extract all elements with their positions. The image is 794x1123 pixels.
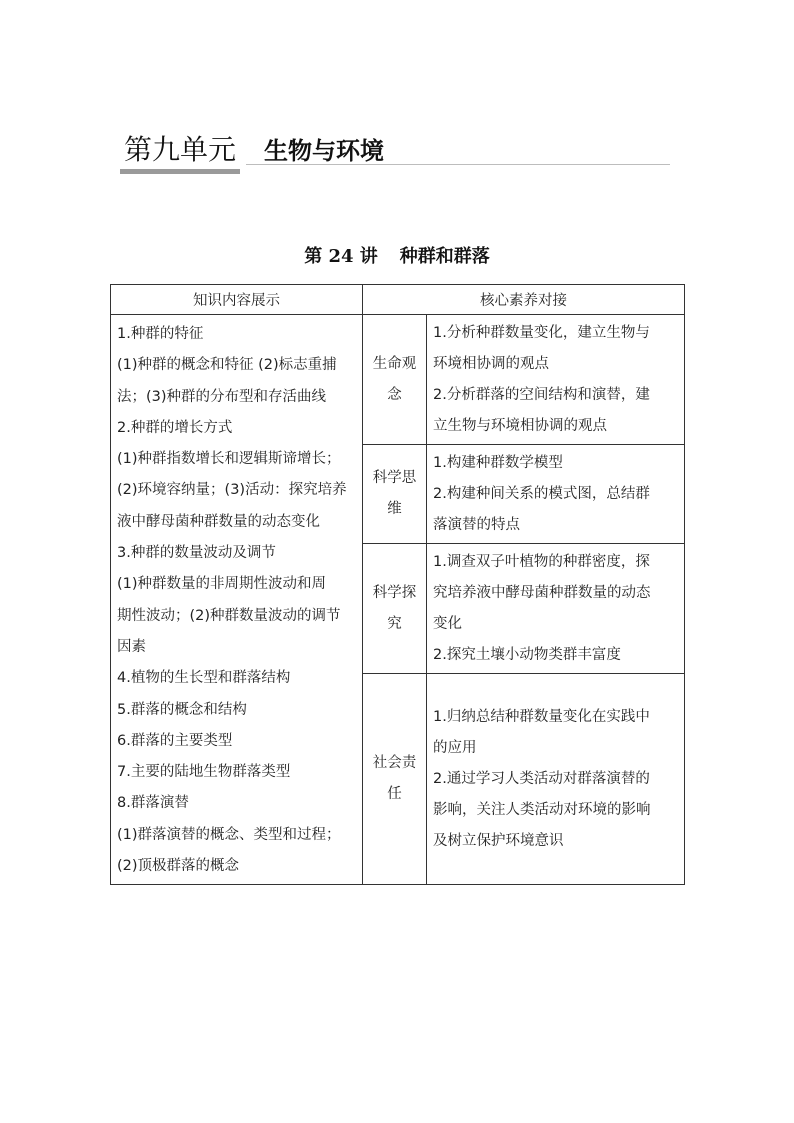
knowledge-line: 7.主要的陆地生物群落类型 xyxy=(117,764,291,781)
knowledge-line: 3.种群的数量波动及调节 xyxy=(117,545,276,562)
knowledge-line: (1)种群指数增长和逻辑斯谛增长； xyxy=(117,451,341,468)
knowledge-line: 液中酵母菌种群数量的动态变化 xyxy=(117,513,320,530)
unit-subject: 生物与环境 xyxy=(264,136,384,165)
knowledge-line: 法；(3)种群的分布型和存活曲线 xyxy=(117,388,327,405)
unit-label: 第九单元 xyxy=(120,132,240,168)
knowledge-line: 6.群落的主要类型 xyxy=(117,732,233,749)
header-rule xyxy=(246,164,670,165)
header-competency: 核心素养对接 xyxy=(363,285,685,315)
table-row xyxy=(111,315,685,445)
knowledge-line: 2.种群的增长方式 xyxy=(117,419,233,436)
knowledge-line: (2)顶极群落的概念 xyxy=(117,858,240,875)
competency-description: 1.归纳总结种群数量变化在实践中 的应用 2.通过学习人类活动对群落演替的 影响，关注人类活动对环境的影响 及树立保护环境意识 xyxy=(427,674,685,885)
knowledge-line: (2)环境容纳量；(3)活动：探究培养 xyxy=(117,482,347,499)
knowledge-line: 1.种群的特征 xyxy=(117,326,204,342)
knowledge-line: (1)种群的概念和特征 (2)标志重捕 xyxy=(117,357,337,374)
competency-description: 1.构建种群数学模型 2.构建种间关系的模式图，总结群 落演替的特点 xyxy=(427,445,685,544)
knowledge-line: 8.群落演替 xyxy=(117,795,189,812)
knowledge-line: 期性波动；(2)种群数量波动的调节 xyxy=(117,607,341,624)
knowledge-content-cell xyxy=(111,315,363,885)
knowledge-line: (1)种群数量的非周期性波动和周 xyxy=(117,576,327,593)
lecture-topic: 种群和群落 xyxy=(399,246,490,267)
knowledge-line: 4.植物的生长型和群落结构 xyxy=(117,670,291,687)
competency-category: 生命观 念 xyxy=(363,315,427,445)
lecture-title xyxy=(0,244,794,270)
competency-category: 科学探 究 xyxy=(363,544,427,674)
unit-header xyxy=(118,130,670,176)
knowledge-line: 5.群落的概念和结构 xyxy=(117,701,247,718)
header-knowledge: 知识内容展示 xyxy=(111,285,363,315)
lecture-number: 第 24 讲 xyxy=(304,246,378,267)
table-header-row xyxy=(111,285,685,315)
competency-description: 1.分析种群数量变化，建立生物与 环境相协调的观点 2.分析群落的空间结构和演替，建 立生物与环境相协调的观点 xyxy=(427,315,685,445)
knowledge-line: 因素 xyxy=(117,638,146,655)
knowledge-line: (1)群落演替的概念、类型和过程； xyxy=(117,826,341,843)
competency-description: 1.调查双子叶植物的种群密度，探 究培养液中酵母菌种群数量的动态 变化 2.探究土壤小动物类群丰富度 xyxy=(427,544,685,674)
curriculum-table xyxy=(110,284,685,885)
competency-category: 科学思 维 xyxy=(363,445,427,544)
competency-category: 社会责 任 xyxy=(363,674,427,885)
